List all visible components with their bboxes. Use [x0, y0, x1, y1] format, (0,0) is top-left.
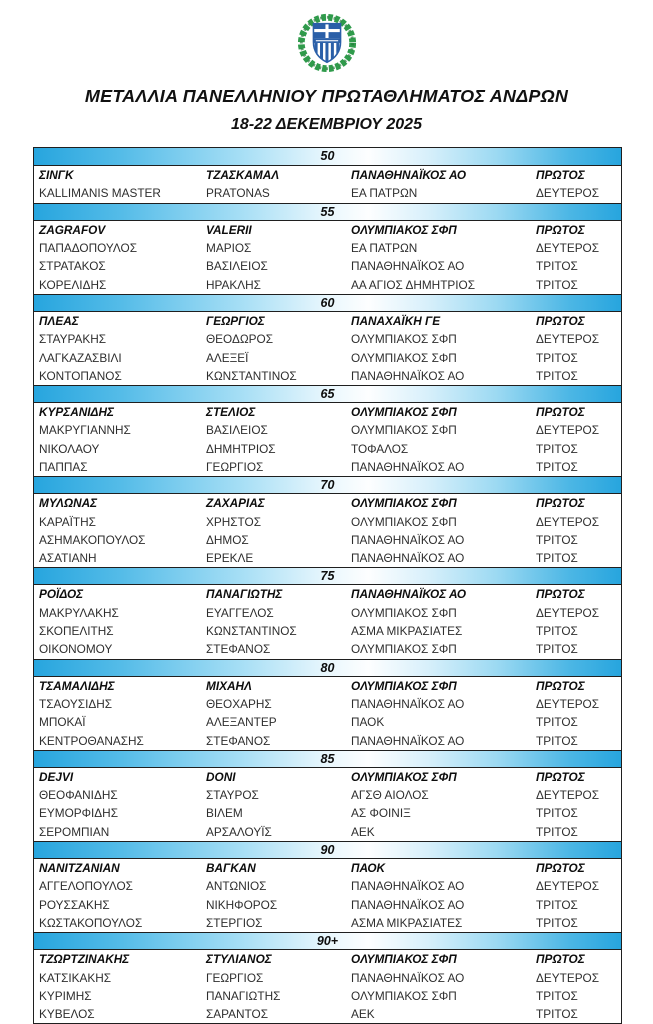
rank-cell: ΤΡΙΤΟΣ [536, 277, 578, 292]
club-cell: ΟΛΥΜΠΙΑΚΟΣ ΣΦΠ [351, 769, 457, 784]
surname-cell: ΣΕΡΟΜΠΙΑΝ [39, 824, 110, 839]
medal-row [34, 239, 621, 257]
firstname-cell: ΒΑΓΚΑΝ [206, 861, 256, 876]
surname-cell: KALLIMANIS MASTER [39, 186, 161, 201]
surname-cell: ΑΓΓΕΛΟΠΟΥΛΟΣ [39, 879, 133, 894]
medal-row [34, 786, 621, 804]
firstname-cell: ΕΥΑΓΓΕΛΟΣ [206, 605, 274, 620]
firstname-cell: ΝΙΚΗΦΟΡΟΣ [206, 897, 278, 912]
medal-row [34, 166, 621, 184]
rank-cell: ΤΡΙΤΟΣ [536, 259, 578, 274]
surname-cell: ΟΙΚΟΝΟΜΟΥ [39, 642, 113, 657]
rank-cell: ΠΡΩΤΟΣ [536, 861, 585, 876]
weight-category-band: 90+ [34, 932, 621, 950]
surname-cell: ΚΩΣΤΑΚΟΠΟΥΛΟΣ [39, 915, 143, 930]
medal-row [34, 458, 621, 476]
medal-row [34, 677, 621, 695]
club-cell: ΟΛΥΜΠΙΑΚΟΣ ΣΦΠ [351, 222, 457, 237]
club-cell: ΑΕΚ [351, 1007, 375, 1022]
club-cell: ΕΑ ΠΑΤΡΩΝ [351, 186, 418, 201]
club-cell: ΠΑΝΑΘΗΝΑΪΚΟΣ ΑΟ [351, 733, 465, 748]
medal-row [34, 877, 621, 895]
medal-row [34, 823, 621, 841]
club-cell: ΟΛΥΜΠΙΑΚΟΣ ΣΦΠ [351, 405, 457, 420]
firstname-cell: ΓΕΩΡΓΙΟΣ [206, 460, 264, 474]
surname-cell: ΘΕΟΦΑΝΙΔΗΣ [39, 788, 118, 803]
club-cell: ΠΑΝΑΘΗΝΑΪΚΟΣ ΑΟ [351, 587, 467, 602]
firstname-cell: ΚΩΝΣΤΑΝΤΙΝΟΣ [206, 368, 297, 383]
federation-logo [0, 0, 653, 73]
club-cell: ΤΟΦΑΛΟΣ [351, 441, 409, 456]
medal-row [34, 622, 621, 640]
firstname-cell: ΤΖΑΣΚΑΜΑΛ [206, 168, 280, 183]
surname-cell: ΚΟΡΕΛΙΔΗΣ [39, 277, 107, 292]
rank-cell: ΤΡΙΤΟΣ [536, 1007, 578, 1022]
medal-row [34, 640, 621, 658]
surname-cell: ΡΟΪΔΟΣ [39, 587, 84, 602]
firstname-cell: ΣΤΕΡΓΙΟΣ [206, 915, 263, 930]
firstname-cell: ΜΑΡΙΟΣ [206, 241, 252, 256]
firstname-cell: ΣΤΕΦΑΝΟΣ [206, 642, 271, 657]
club-cell: ΠΑΟΚ [351, 861, 386, 876]
medal-row [34, 768, 621, 786]
event-dates: 18-22 ΔΕΚΕΜΒΡΙΟΥ 2025 [231, 116, 422, 133]
firstname-cell: ΗΡΑΚΛΗΣ [206, 277, 261, 292]
surname-cell: ΤΣΑΜΑΛΙΔΗΣ [39, 678, 115, 693]
surname-cell: ΚΑΤΣΙΚΑΚΗΣ [39, 970, 112, 985]
club-cell: ΠΑΟΚ [351, 715, 385, 730]
medals-table [33, 147, 622, 1024]
rank-cell: ΔΕΥΤΕΡΟΣ [536, 879, 600, 894]
rank-cell: ΠΡΩΤΟΣ [536, 168, 585, 183]
medal-row [34, 512, 621, 530]
surname-cell: ΣΙΝΓΚ [39, 168, 74, 183]
club-cell: ΠΑΝΑΘΗΝΑΪΚΟΣ ΑΟ [351, 368, 465, 383]
club-cell: ΠΑΝΑΘΗΝΑΪΚΟΣ ΑΟ [351, 970, 465, 985]
rank-cell: ΤΡΙΤΟΣ [536, 624, 578, 639]
rank-cell: ΤΡΙΤΟΣ [536, 733, 578, 748]
medal-row [34, 367, 621, 385]
surname-cell: ZAGRAFOV [39, 222, 106, 237]
surname-cell: ΛΑΓΚΑΖΑΣΒΙΛΙ [39, 350, 122, 365]
surname-cell: ΑΣΗΜΑΚΟΠΟΥΛΟΣ [39, 532, 146, 547]
weight-category-band: 70 [34, 476, 621, 494]
surname-cell: ΚΟΝΤΟΠΑΝΟΣ [39, 368, 122, 383]
weight-category-band: 80 [34, 659, 621, 677]
medal-row [34, 312, 621, 330]
firstname-cell: ΖΑΧΑΡΙΑΣ [206, 496, 265, 511]
rank-cell: ΤΡΙΤΟΣ [536, 915, 578, 930]
surname-cell: ΡΟΥΣΣΑΚΗΣ [39, 897, 110, 912]
surname-cell: ΜΑΚΡΥΛΑΚΗΣ [39, 605, 119, 620]
club-cell: ΠΑΝΑΘΗΝΑΪΚΟΣ ΑΟ [351, 551, 465, 566]
rank-cell: ΤΡΙΤΟΣ [536, 532, 578, 547]
firstname-cell: ΠΑΝΑΓΙΩΤΗΣ [206, 587, 283, 602]
club-cell: ΠΑΝΑΘΗΝΑΪΚΟΣ ΑΟ [351, 168, 467, 183]
firstname-cell: ΓΕΩΡΓΙΟΣ [206, 313, 265, 328]
club-cell: ΟΛΥΜΠΙΑΚΟΣ ΣΦΠ [351, 678, 457, 693]
club-cell: ΟΛΥΜΠΙΑΚΟΣ ΣΦΠ [351, 988, 457, 1003]
firstname-cell: ΚΩΝΣΤΑΝΤΙΝΟΣ [206, 624, 297, 639]
surname-cell: ΜΑΚΡΥΓΙΑΝΝΗΣ [39, 423, 131, 438]
medal-row [34, 531, 621, 549]
surname-cell: ΜΥΛΩΝΑΣ [39, 496, 98, 511]
medal-row [34, 968, 621, 986]
medal-row [34, 184, 621, 202]
club-cell: ΠΑΝΑΘΗΝΑΪΚΟΣ ΑΟ [351, 259, 465, 274]
rank-cell: ΤΡΙΤΟΣ [536, 715, 578, 730]
firstname-cell: ΣΤΕΛΙΟΣ [206, 405, 256, 420]
medal-row [34, 950, 621, 968]
rank-cell: ΠΡΩΤΟΣ [536, 496, 585, 511]
firstname-cell: ΕΡΕΚΛΕ [206, 551, 254, 566]
surname-cell: ΚΥΡΙΜΗΣ [39, 988, 92, 1003]
surname-cell: ΝΙΚΟΛΑΟΥ [39, 441, 100, 456]
medal-row [34, 804, 621, 822]
rank-cell: ΤΡΙΤΟΣ [536, 988, 578, 1003]
surname-cell: ΤΣΑΟΥΣΙΔΗΣ [39, 696, 113, 711]
medal-row [34, 421, 621, 439]
medal-row [34, 1005, 621, 1023]
firstname-cell: ΣΑΡΑΝΤΟΣ [206, 1007, 269, 1022]
club-cell: ΟΛΥΜΠΙΑΚΟΣ ΣΦΠ [351, 332, 457, 347]
club-cell: ΑΕΚ [351, 824, 375, 839]
firstname-cell: ΒΑΣΙΛΕΙΟΣ [206, 259, 268, 274]
medal-row [34, 275, 621, 293]
club-cell: ΑΣΜΑ ΜΙΚΡΑΣΙΑΤΕΣ [351, 915, 463, 930]
surname-cell: ΠΛΕΑΣ [39, 313, 79, 328]
firstname-cell: ΣΤΕΦΑΝΟΣ [206, 733, 271, 748]
rank-cell: ΔΕΥΤΕΡΟΣ [536, 696, 600, 711]
surname-cell: DEJVI [39, 769, 74, 784]
firstname-cell: ΧΡΗΣΤΟΣ [206, 514, 262, 529]
club-cell: ΟΛΥΜΠΙΑΚΟΣ ΣΦΠ [351, 642, 457, 657]
medal-row [34, 440, 621, 458]
firstname-cell: VALERII [206, 222, 252, 237]
medal-row [34, 585, 621, 603]
rank-cell: ΠΡΩΤΟΣ [536, 313, 585, 328]
surname-cell: ΜΠΟΚΑΪ [39, 715, 86, 730]
rank-cell: ΔΕΥΤΕΡΟΣ [536, 423, 600, 438]
rank-cell: ΠΡΩΤΟΣ [536, 222, 585, 237]
weight-category-band: 75 [34, 567, 621, 585]
rank-cell: ΠΡΩΤΟΣ [536, 952, 585, 967]
club-cell: ΟΛΥΜΠΙΑΚΟΣ ΣΦΠ [351, 496, 457, 511]
weight-category-band: 85 [34, 750, 621, 768]
rank-cell: ΤΡΙΤΟΣ [536, 441, 578, 456]
surname-cell: ΚΥΡΣΑΝΙΔΗΣ [39, 405, 114, 420]
surname-cell: ΣΚΟΠΕΛΙΤΗΣ [39, 624, 114, 639]
club-cell: ΠΑΝΑΘΗΝΑΪΚΟΣ ΑΟ [351, 532, 465, 547]
firstname-cell: PRATONAS [206, 186, 270, 201]
firstname-cell: ΑΡΣΑΛΟΥΪΣ [206, 824, 272, 839]
medal-row [34, 494, 621, 512]
medal-row [34, 731, 621, 749]
firstname-cell: ΣΤΥΛΙΑΝΟΣ [206, 952, 272, 967]
surname-cell: ΑΣΑΤΙΑΝΗ [39, 551, 97, 566]
club-cell: ΠΑΝΑΘΗΝΑΪΚΟΣ ΑΟ [351, 897, 465, 912]
medal-row [34, 403, 621, 421]
firstname-cell: ΘΕΟΧΑΡΗΣ [206, 696, 272, 711]
rank-cell: ΤΡΙΤΟΣ [536, 460, 578, 474]
medal-row [34, 896, 621, 914]
rank-cell: ΤΡΙΤΟΣ [536, 368, 578, 383]
firstname-cell: DONI [206, 769, 236, 784]
club-cell: ΠΑΝΑΘΗΝΑΪΚΟΣ ΑΟ [351, 460, 465, 474]
weight-category-band: 90 [34, 841, 621, 859]
surname-cell: ΚΥΒΕΛΟΣ [39, 1007, 95, 1022]
firstname-cell: ΘΕΟΔΩΡΟΣ [206, 332, 274, 347]
medal-row [34, 330, 621, 348]
rank-cell: ΔΕΥΤΕΡΟΣ [536, 970, 600, 985]
firstname-cell: ΠΑΝΑΓΙΩΤΗΣ [206, 988, 281, 1003]
firstname-cell: ΔΗΜΟΣ [206, 532, 249, 547]
firstname-cell: ΑΛΕΞΑΝΤΕΡ [206, 715, 277, 730]
rank-cell: ΔΕΥΤΕΡΟΣ [536, 332, 600, 347]
rank-cell: ΤΡΙΤΟΣ [536, 824, 578, 839]
surname-cell: ΚΑΡΑΪΤΗΣ [39, 514, 96, 529]
medal-row [34, 257, 621, 275]
club-cell: ΟΛΥΜΠΙΑΚΟΣ ΣΦΠ [351, 350, 457, 365]
rank-cell: ΤΡΙΤΟΣ [536, 806, 578, 821]
weight-category-band: 50 [34, 148, 621, 166]
club-cell: ΠΑΝΑΧΑΪΚΗ ΓΕ [351, 313, 441, 328]
medal-row [34, 695, 621, 713]
weight-category-band: 60 [34, 294, 621, 312]
medal-row [34, 549, 621, 567]
club-cell: ΟΛΥΜΠΙΑΚΟΣ ΣΦΠ [351, 423, 457, 438]
medal-row [34, 221, 621, 239]
page-title: ΜΕΤΑΛΛΙΑ ΠΑΝΕΛΛΗΝΙΟΥ ΠΡΩΤΑΘΛΗΜΑΤΟΣ ΑΝΔΡΩΝ [84, 86, 569, 106]
surname-cell: ΠΑΠΠΑΣ [39, 460, 88, 474]
weight-category-band: 65 [34, 385, 621, 403]
rank-cell: ΤΡΙΤΟΣ [536, 551, 578, 566]
club-cell: ΠΑΝΑΘΗΝΑΪΚΟΣ ΑΟ [351, 696, 465, 711]
rank-cell: ΔΕΥΤΕΡΟΣ [536, 605, 600, 620]
club-cell: ΑΣΜΑ ΜΙΚΡΑΣΙΑΤΕΣ [351, 624, 463, 639]
club-cell: ΟΛΥΜΠΙΑΚΟΣ ΣΦΠ [351, 952, 457, 967]
club-cell: ΑΓΣΘ ΑΙΟΛΟΣ [351, 788, 429, 803]
surname-cell: ΣΤΑΥΡΑΚΗΣ [39, 332, 107, 347]
medal-row [34, 713, 621, 731]
firstname-cell: ΑΛΕΞΕΪ [206, 350, 249, 365]
rank-cell: ΤΡΙΤΟΣ [536, 642, 578, 657]
rank-cell: ΠΡΩΤΟΣ [536, 405, 585, 420]
firstname-cell: ΑΝΤΩΝΙΟΣ [206, 879, 267, 894]
club-cell: ΑΣ ΦΟΙΝΙΞ [351, 806, 411, 821]
medal-row [34, 987, 621, 1005]
rank-cell: ΔΕΥΤΕΡΟΣ [536, 186, 600, 201]
medal-row [34, 859, 621, 877]
surname-cell: ΚΕΝΤΡΟΘΑΝΑΣΗΣ [39, 733, 144, 748]
club-cell: ΑΑ ΑΓΙΟΣ ΔΗΜΗΤΡΙΟΣ [351, 277, 476, 292]
rank-cell: ΔΕΥΤΕΡΟΣ [536, 788, 600, 803]
rank-cell: ΔΕΥΤΕΡΟΣ [536, 514, 600, 529]
medal-row [34, 604, 621, 622]
club-cell: ΕΑ ΠΑΤΡΩΝ [351, 241, 418, 256]
firstname-cell: ΒΑΣΙΛΕΙΟΣ [206, 423, 268, 438]
rank-cell: ΠΡΩΤΟΣ [536, 678, 585, 693]
rank-cell: ΤΡΙΤΟΣ [536, 350, 578, 365]
rank-cell: ΠΡΩΤΟΣ [536, 769, 585, 784]
rank-cell: ΠΡΩΤΟΣ [536, 587, 585, 602]
surname-cell: ΣΤΡΑΤΑΚΟΣ [39, 259, 106, 274]
firstname-cell: ΔΗΜΗΤΡΙΟΣ [206, 441, 276, 456]
rank-cell: ΔΕΥΤΕΡΟΣ [536, 241, 600, 256]
medal-row [34, 348, 621, 366]
firstname-cell: ΓΕΩΡΓΙΟΣ [206, 970, 264, 985]
surname-cell: ΕΥΜΟΡΦΙΔΗΣ [39, 806, 118, 821]
club-cell: ΟΛΥΜΠΙΑΚΟΣ ΣΦΠ [351, 514, 457, 529]
medal-row [34, 914, 621, 932]
surname-cell: ΠΑΠΑΔΟΠΟΥΛΟΣ [39, 241, 137, 256]
club-cell: ΟΛΥΜΠΙΑΚΟΣ ΣΦΠ [351, 605, 457, 620]
firstname-cell: ΒΙΛΕΜ [206, 806, 243, 821]
wreath-shield-icon [296, 11, 358, 73]
firstname-cell: ΣΤΑΥΡΟΣ [206, 788, 259, 803]
surname-cell: ΝΑΝΙΤΖΑΝΙΑΝ [39, 861, 120, 876]
surname-cell: ΤΖΩΡΤΖΙΝΑΚΗΣ [39, 952, 130, 967]
rank-cell: ΤΡΙΤΟΣ [536, 897, 578, 912]
weight-category-band: 55 [34, 203, 621, 221]
club-cell: ΠΑΝΑΘΗΝΑΪΚΟΣ ΑΟ [351, 879, 465, 894]
firstname-cell: ΜΙΧΑΗΛ [206, 678, 252, 693]
